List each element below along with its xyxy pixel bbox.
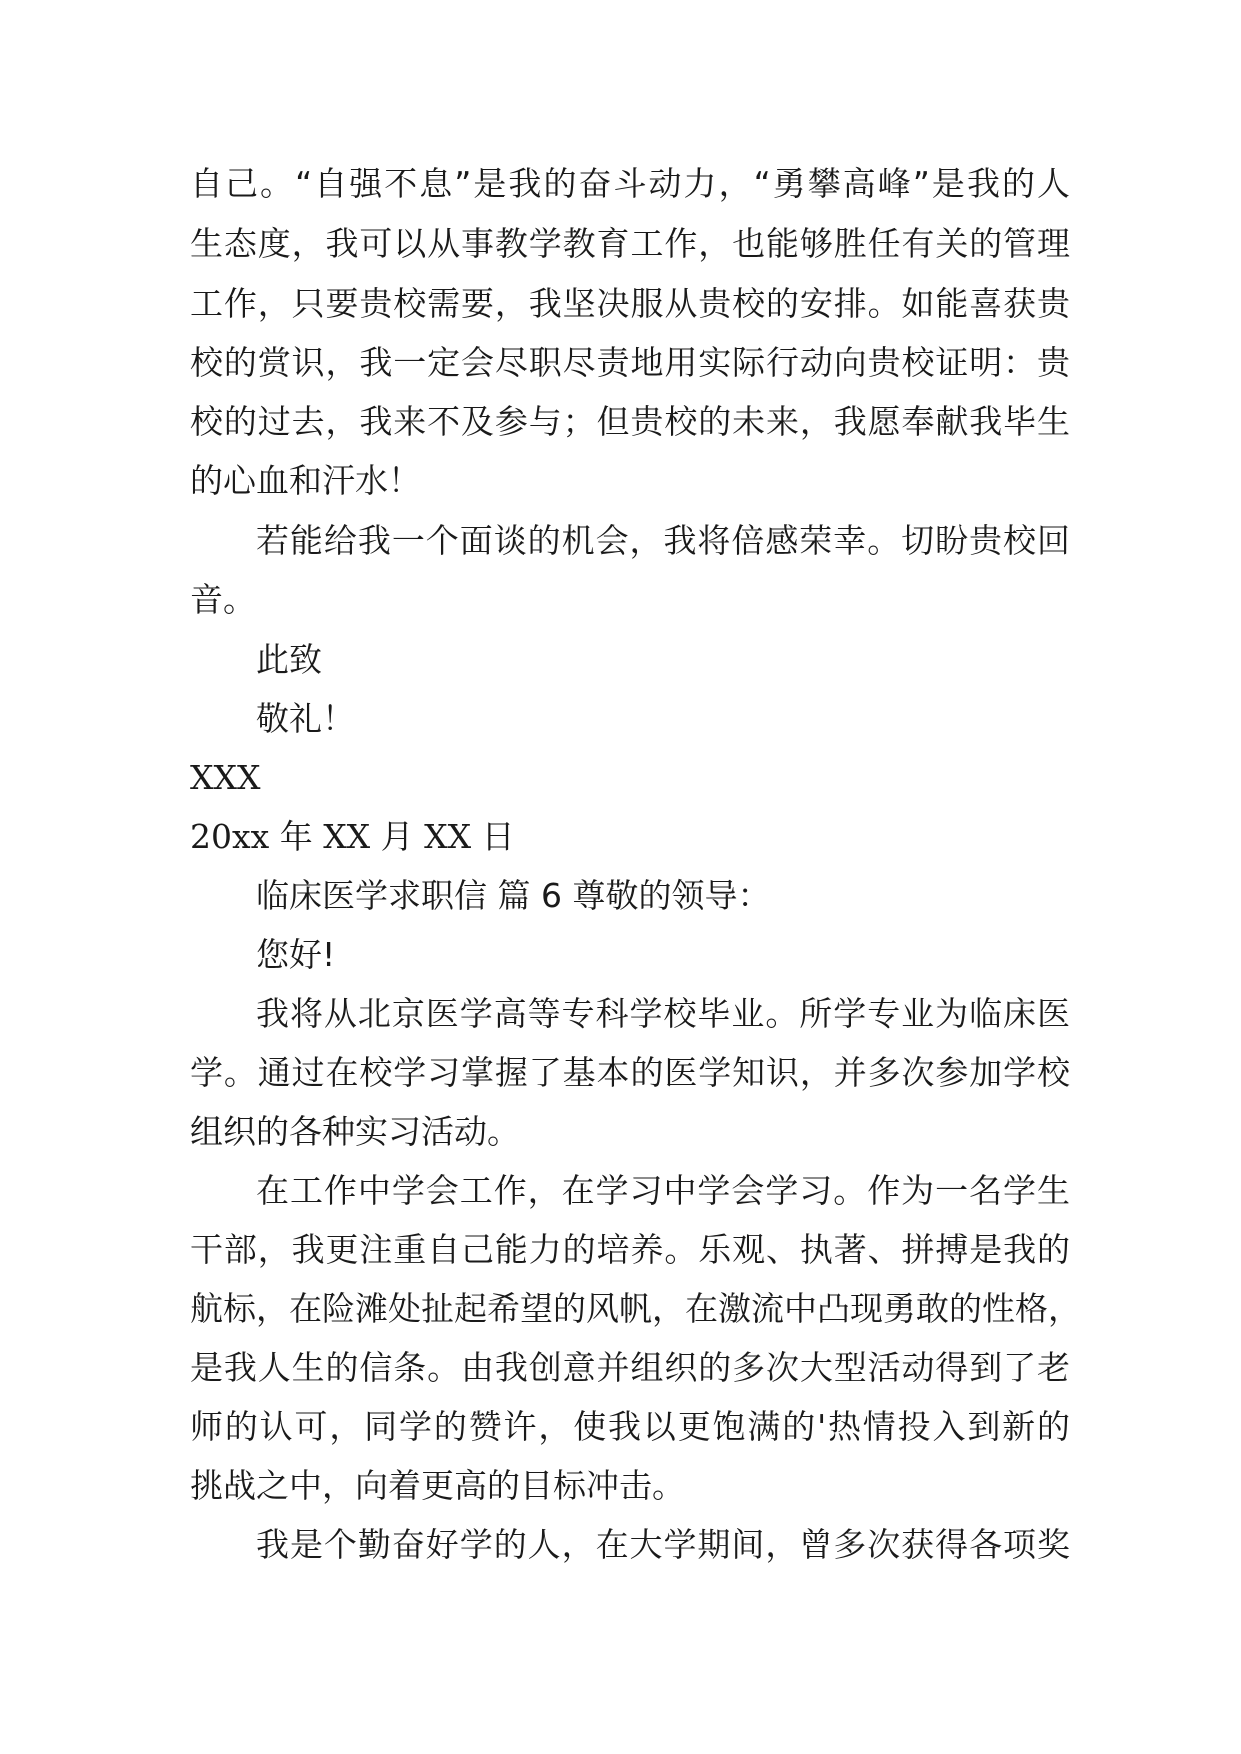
text-line-2: 生态度，我可以从事教学教育工作，也能够胜任有关的管理	[190, 224, 1070, 263]
text-line-3: 工作，只要贵校需要，我坚决服从贵校的安排。如能喜获贵	[190, 284, 1070, 323]
text-line-8: 音。	[190, 580, 256, 619]
text-line-21: 是我人生的信条。由我创意并组织的多次大型活动得到了老	[190, 1348, 1070, 1387]
signature-name: XXX	[190, 758, 261, 797]
text-line-16: 学。通过在校学习掌握了基本的医学知识，并多次参加学校	[190, 1053, 1070, 1092]
text-line-20: 航标，在险滩处扯起希望的风帆，在激流中凸现勇敢的性格，	[190, 1289, 1081, 1328]
text-line-24: 我是个勤奋好学的人，在大学期间，曾多次获得各项奖	[256, 1525, 1070, 1564]
text-line-19: 干部，我更注重自己能力的培养。乐观、执著、拼搏是我的	[190, 1230, 1070, 1269]
text-line-15: 我将从北京医学高等专科学校毕业。所学专业为临床医	[256, 994, 1070, 1033]
text-line-22: 师的认可，同学的赞许，使我以更饱满的'热情投入到新的	[190, 1407, 1070, 1446]
section-heading: 临床医学求职信 篇 6 尊敬的领导：	[256, 876, 771, 915]
text-line-5: 校的过去，我来不及参与；但贵校的未来，我愿奉献我毕生	[190, 402, 1070, 441]
greeting: 您好!	[256, 935, 336, 974]
text-line-18: 在工作中学会工作，在学习中学会学习。作为一名学生	[256, 1171, 1070, 1210]
text-line-7: 若能给我一个面谈的机会，我将倍感荣幸。切盼贵校回	[256, 521, 1070, 560]
text-line-23: 挑战之中，向着更高的目标冲击。	[190, 1466, 685, 1505]
text-line-17: 组织的各种实习活动。	[190, 1112, 520, 1151]
text-line-4: 校的赏识，我一定会尽职尽责地用实际行动向贵校证明：贵	[190, 343, 1070, 382]
text-line-1: 自己。“自强不息”是我的奋斗动力，“勇攀高峰”是我的人	[190, 164, 1070, 203]
closing-salutation: 此致	[256, 640, 322, 679]
closing-regards: 敬礼！	[256, 699, 355, 738]
text-line-6: 的心血和汗水！	[190, 461, 421, 500]
signature-date: 20xx 年 XX 月 XX 日	[190, 817, 515, 856]
